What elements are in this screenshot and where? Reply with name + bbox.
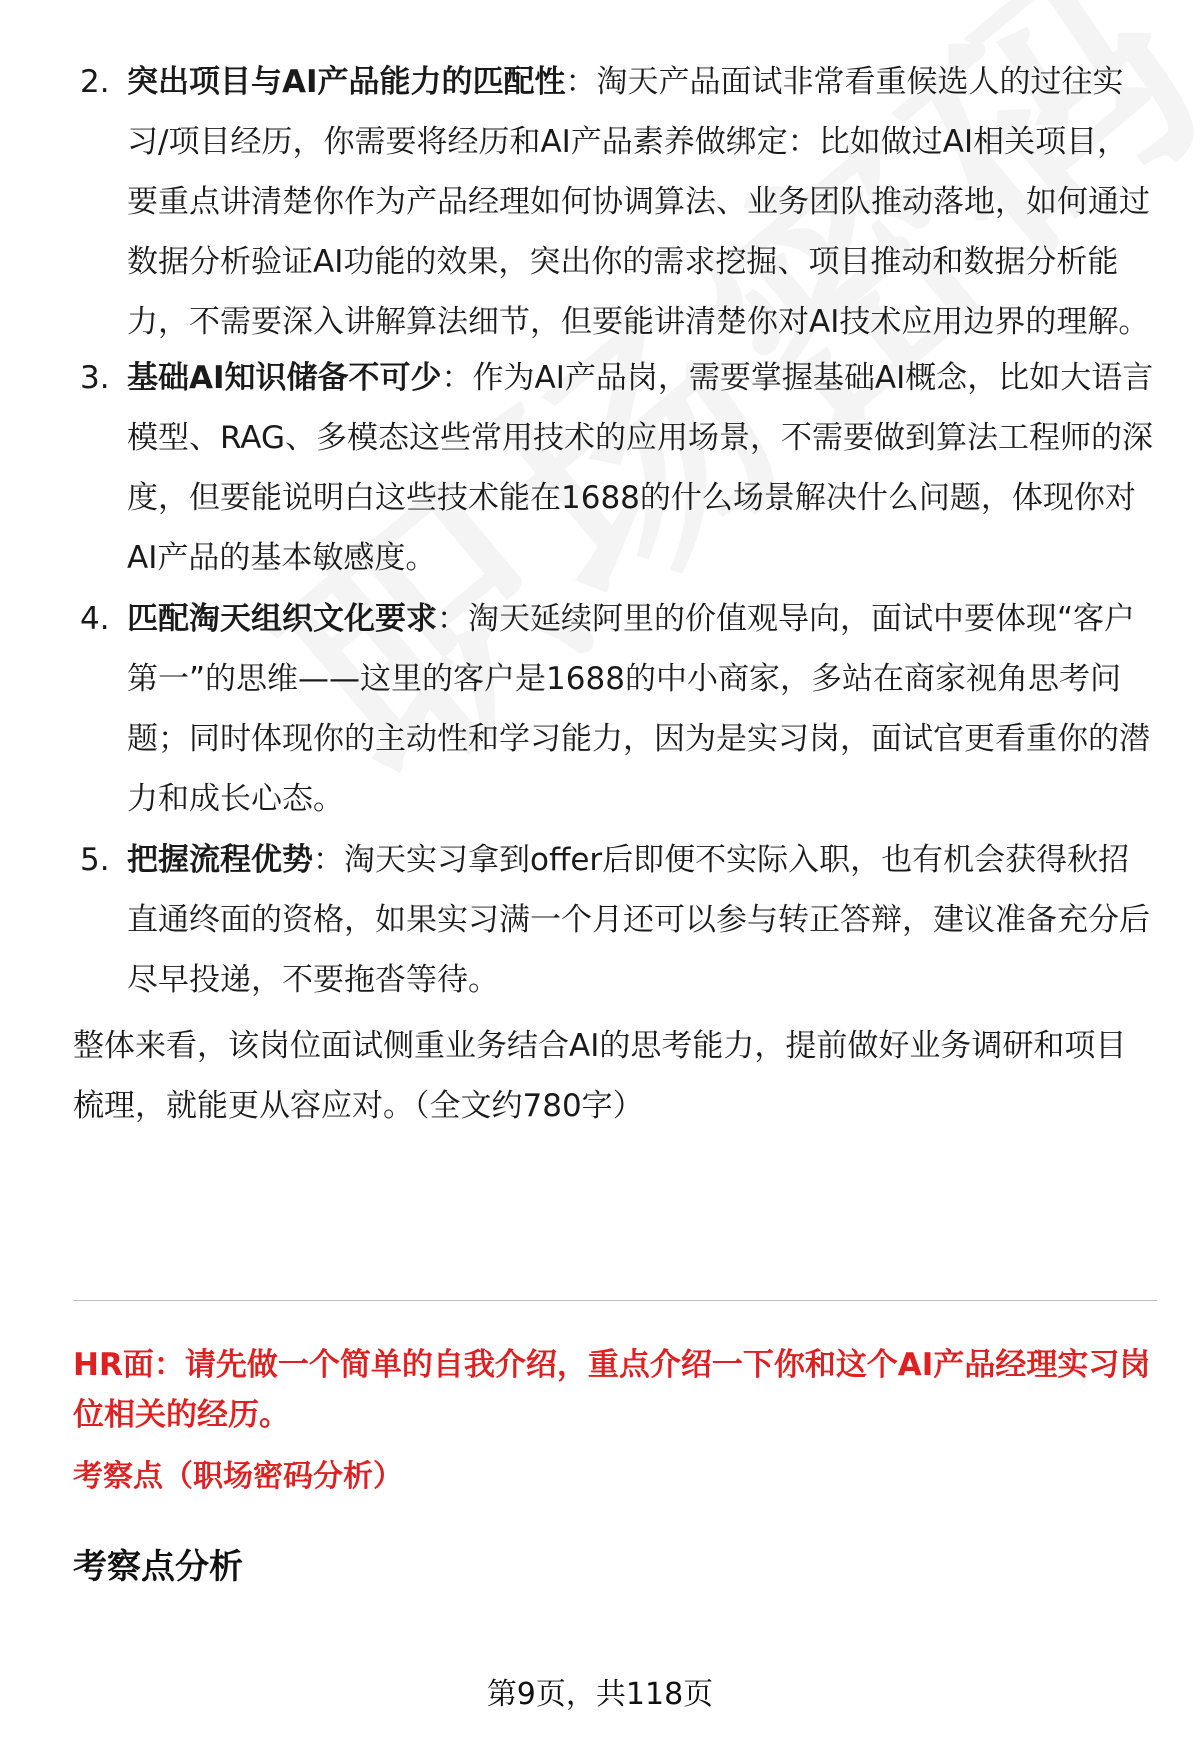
list-number: 2. (80, 64, 110, 100)
analysis-heading: 考察点分析 (73, 1547, 243, 1587)
exam-point-heading: 考察点（职场密码分析） (73, 1459, 403, 1494)
list-item-text: ：淘天产品面试非常看重候选人的过往实习/项目经历，你需要将经历和AI产品素养做绑定：比如做过AI相关项目，要重点讲清楚你作为产品经理如何协调算法、业务团队推动落地，如何通过数据分析验证AI功能的效果，突出你的需求挖掘、项目推动和数据分析能力，不需要深入讲解算法细节，但要能讲清楚你对AI技术应用边界的理解。 (127, 64, 1150, 340)
page-footer: 第9页，共118页 (486, 1677, 714, 1712)
list-item-body (127, 589, 1157, 829)
list-number: 3. (80, 360, 110, 396)
summary-paragraph: 整体来看，该岗位面试侧重业务结合AI的思考能力，提前做好业务调研和项目梳理，就能更从容应对。（全文约780字） (73, 1028, 1127, 1124)
list-item-title: 基础AI知识储备不可少 (127, 360, 442, 396)
section-divider (73, 1300, 1157, 1301)
list-item-title: 突出项目与AI产品能力的匹配性 (127, 64, 566, 100)
list-number: 5. (80, 842, 110, 878)
list-item-text: ：作为AI产品岗，需要掌握基础AI概念，比如大语言模型、RAG、多模态这些常用技术的应用场景，不需要做到算法工程师的深度，但要能说明白这些技术能在1688的什么场景解决什么问题，体现你对AI产品的基本敏感度。 (127, 360, 1154, 576)
list-item-body (127, 830, 1157, 1010)
list-item-text: ：淘天延续阿里的价值观导向，面试中要体现“客户第一”的思维——这里的客户是1688的中小商家，多站在商家视角思考问题；同时体现你的主动性和学习能力，因为是实习岗，面试官更看重你的潜力和成长心态。 (127, 601, 1150, 817)
list-item-text: ：淘天实习拿到offer后即便不实际入职，也有机会获得秋招直通终面的资格，如果实习满一个月还可以参与转正答辩，建议准备充分后尽早投递，不要拖沓等待。 (127, 842, 1150, 998)
hr-question: HR面：请先做一个简单的自我介绍，重点介绍一下你和这个AI产品经理实习岗位相关的经历。 (73, 1347, 1151, 1433)
list-item-body (127, 52, 1157, 352)
list-number: 4. (80, 601, 110, 637)
list-item-title: 匹配淘天组织文化要求 (127, 601, 437, 637)
list-item-body (127, 348, 1157, 588)
list-item-title: 把握流程优势 (127, 842, 313, 878)
